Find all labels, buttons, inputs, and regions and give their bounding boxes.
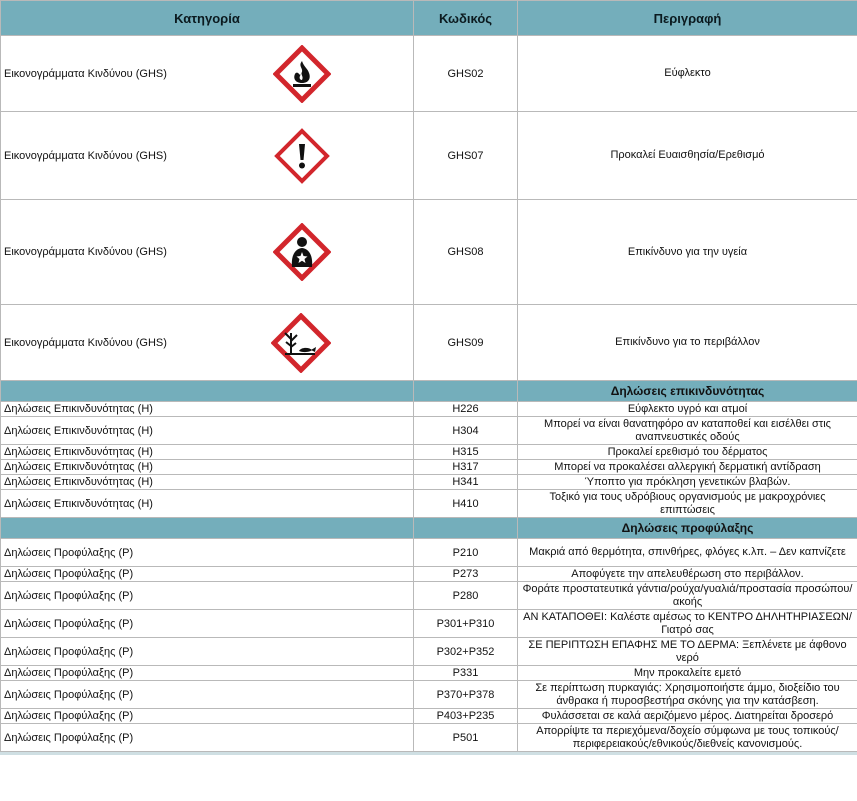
description-cell: Προκαλεί Ευαισθησία/Ερεθισμό [518,112,857,200]
code-cell: P403+P235 [414,709,518,724]
table-row [1,460,857,475]
table-row [1,490,857,518]
category-label: Εικονογράμματα Κινδύνου (GHS) [4,246,167,258]
code-cell: GHS02 [414,36,518,112]
section-empty-cell [414,518,518,539]
category-cell [1,112,414,200]
category-cell [1,36,414,112]
category-cell: Δηλώσεις Επικινδυνότητας (H) [1,475,414,490]
table-row [1,709,857,724]
category-cell: Δηλώσεις Προφύλαξης (P) [1,539,414,567]
section-header-hazard [1,381,857,402]
description-cell: Μπορεί να προκαλέσει αλλεργική δερματική αντίδραση [518,460,857,475]
description-cell: Ύποπτο για πρόκληση γενετικών βλαβών. [518,475,857,490]
description-cell: Τοξικό για τους υδρόβιους οργανισμούς με μακροχρόνιες επιπτώσεις [518,490,857,518]
table-row [1,445,857,460]
category-label: Εικονογράμματα Κινδύνου (GHS) [4,149,167,162]
description-cell: Επικίνδυνο για το περιβάλλον [518,305,857,381]
code-cell: H315 [414,445,518,460]
code-cell: GHS09 [414,305,518,381]
category-cell: Δηλώσεις Επικινδυνότητας (H) [1,490,414,518]
description-cell: Σε περίπτωση πυρκαγιάς: Χρησιμοποιήστε άμμο, διοξείδιο του άνθρακα ή πυροσβεστήρα σκόνης για την κατάσβεση. [518,681,857,709]
table-row [1,610,857,638]
column-header-category: Κατηγορία [1,1,414,36]
section-title: Δηλώσεις επικινδυνότητας [518,381,857,402]
category-cell: Δηλώσεις Προφύλαξης (P) [1,638,414,666]
code-cell: P501 [414,724,518,752]
table-row [1,402,857,417]
category-cell: Δηλώσεις Επικινδυνότητας (H) [1,460,414,475]
code-cell: P301+P310 [414,610,518,638]
category-label: Εικονογράμματα Κινδύνου (GHS) [4,336,167,349]
description-cell: Εύφλεκτο [518,36,857,112]
description-cell: ΣΕ ΠΕΡΙΠΤΩΣΗ ΕΠΑΦΗΣ ΜΕ ΤΟ ΔΕΡΜΑ: Ξεπλένετε με άφθονο νερό [518,638,857,666]
category-cell: Δηλώσεις Επικινδυνότητας (H) [1,402,414,417]
table-row [1,36,857,112]
table-bottom-edge [0,752,857,755]
category-cell: Δηλώσεις Προφύλαξης (P) [1,610,414,638]
table-row [1,724,857,752]
exclamation-icon [273,127,331,185]
description-cell: Μην προκαλείτε εμετό [518,666,857,681]
table-row [1,567,857,582]
description-cell: Μακριά από θερμότητα, σπινθήρες, φλόγες κ.λπ. – Δεν καπνίζετε [518,539,857,567]
category-cell: Δηλώσεις Προφύλαξης (P) [1,681,414,709]
code-cell: P210 [414,539,518,567]
code-cell: H304 [414,417,518,445]
category-cell: Δηλώσεις Επικινδυνότητας (H) [1,417,414,445]
code-cell: P302+P352 [414,638,518,666]
category-cell: Δηλώσεις Προφύλαξης (P) [1,582,414,610]
section-empty-cell [1,381,414,402]
table-row [1,666,857,681]
table-row [1,681,857,709]
health-hazard-icon [273,223,331,281]
code-cell: P273 [414,567,518,582]
table-row [1,638,857,666]
table-row [1,417,857,445]
category-cell: Δηλώσεις Επικινδυνότητας (H) [1,445,414,460]
code-cell: P370+P378 [414,681,518,709]
category-cell [1,200,414,305]
category-cell: Δηλώσεις Προφύλαξης (P) [1,666,414,681]
category-cell: Δηλώσεις Προφύλαξης (P) [1,709,414,724]
code-cell: H317 [414,460,518,475]
description-cell: ΑΝ ΚΑΤΑΠΟΘΕΙ: Καλέστε αμέσως το ΚΕΝΤΡΟ ΔΗΛΗΤΗΡΙΑΣΕΩΝ/Γιατρό σας [518,610,857,638]
category-cell: Δηλώσεις Προφύλαξης (P) [1,724,414,752]
description-cell: Φοράτε προστατευτικά γάντια/ρούχα/γυαλιά/προστασία προσώπου/ακοής [518,582,857,610]
description-cell: Εύφλεκτο υγρό και ατμοί [518,402,857,417]
table-header-row [1,1,857,36]
code-cell: P280 [414,582,518,610]
section-title: Δηλώσεις προφύλαξης [518,518,857,539]
table-row [1,305,857,381]
category-cell: Δηλώσεις Προφύλαξης (P) [1,567,414,582]
section-header-precaution [1,518,857,539]
table-row [1,475,857,490]
description-cell: Φυλάσσεται σε καλά αεριζόμενο μέρος. Διατηρείται δροσερό [518,709,857,724]
category-cell [1,305,414,381]
code-cell: H341 [414,475,518,490]
table-row [1,200,857,305]
description-cell: Απορρίψτε τα περιεχόμενα/δοχείο σύμφωνα με τους τοπικούς/περιφερειακούς/εθνικούς/διεθνείς κανονισμούς. [518,724,857,752]
description-cell: Επικίνδυνο για την υγεία [518,200,857,305]
code-cell: P331 [414,666,518,681]
table-row [1,539,857,567]
description-cell: Μπορεί να είναι θανατηφόρο αν καταποθεί και εισέλθει στις αναπνευστικές οδούς [518,417,857,445]
section-empty-cell [414,381,518,402]
description-cell: Αποφύγετε την απελευθέρωση στο περιβάλλον. [518,567,857,582]
code-cell: GHS07 [414,112,518,200]
flame-icon [273,45,331,103]
description-cell: Προκαλεί ερεθισμό του δέρματος [518,445,857,460]
column-header-description: Περιγραφή [518,1,857,36]
code-cell: GHS08 [414,200,518,305]
code-cell: H226 [414,402,518,417]
section-empty-cell [1,518,414,539]
environment-icon [271,313,331,373]
table-row [1,112,857,200]
column-header-code: Κωδικός [414,1,518,36]
category-label: Εικονογράμματα Κινδύνου (GHS) [4,67,167,80]
code-cell: H410 [414,490,518,518]
table-row [1,582,857,610]
